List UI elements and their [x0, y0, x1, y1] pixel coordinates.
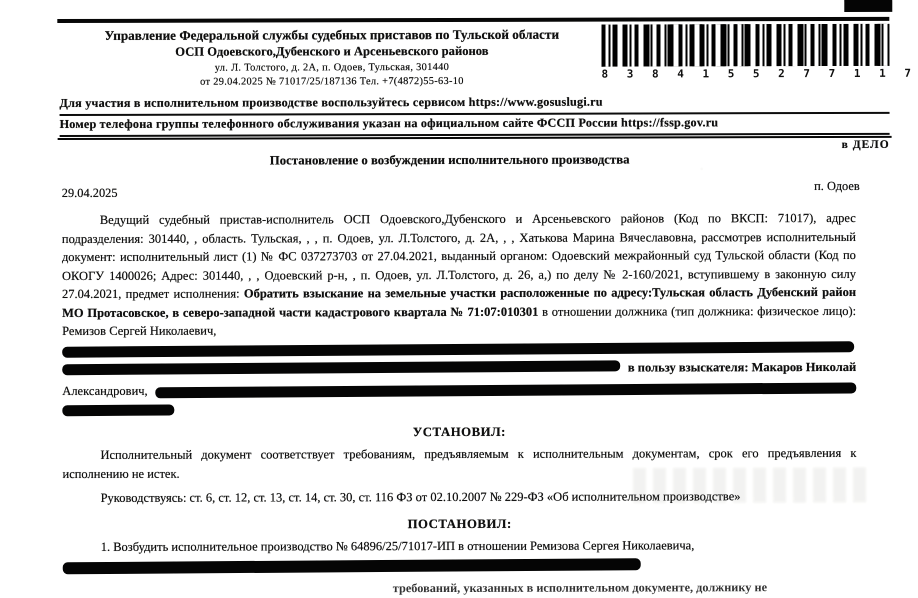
main-paragraph	[62, 209, 856, 341]
guided-by-paragraph: Руководствуясь: ст. 6, ст. 12, ст. 13, ст. 14, ст. 30, ст. 116 ФЗ от 02.10.2007 № 229-ФЗ «Об исполнительном производстве»	[100, 489, 741, 505]
agency-name: Управление Федеральной службы судебных приставов по Тульской области	[104, 26, 560, 43]
subject-of-execution: Обратить взыскание на земельные участки расположенные по адресу:Тульская область Дубенский район МО Протасовское, в северо-западной части кадастрового квартала № 71:07:010301	[62, 284, 857, 320]
gosuslugi-notice: Для участия в исполнительном производстве воспользуйтесь сервисом https://www.gosuslugi.ru	[60, 94, 890, 116]
watermark	[632, 467, 872, 504]
redaction-bar	[62, 341, 854, 358]
department-name: ОСП Одоевского,Дубенского и Арсеньевского районов	[175, 44, 489, 59]
established-paragraph: Исполнительный документ соответствует требованиям, предъявляемым к исполнительным документам, срок его предъявления к исполнению не истек.	[62, 445, 857, 481]
claimant-label-2: Александрович,	[62, 383, 148, 399]
main-paragraph-text-1: Ведущий судебный пристав-исполнитель ОСП Одоевского,Дубенского и Арсеньевского районов (Код по ВКСП: 71017), адрес подразделения: 301440, , область. Тульская, , , п. Одоев, ул. Л.Толстого, д. 2А, , , Хатькова Марина Вячеславовна, рассмотрев исполнительный документ: исполнительный лист (1) № ФС 037273703 от 27.04.2021, выданный органом: Одоевский межрайонный суд Тульской области (Код по ОКОГУ 1400026; Адрес: 301440, , , Одоевский р-н, , п. Одоев, ул. Л.Толстого, д. 26, а,) по делу № 2-160/2021, вступившему в законную силу 27.04.2021, предмет исполнения:	[61, 210, 856, 302]
redaction-row-5	[63, 558, 857, 572]
document-body	[61, 209, 857, 595]
document-date: 29.04.2025	[61, 185, 118, 201]
document-place: п. Одоев	[814, 178, 860, 194]
redaction-row-1	[62, 342, 856, 355]
redaction-row-3	[62, 380, 856, 401]
clipped-bottom-line: требований, указанных в исполнительном документе, должнику не	[392, 579, 768, 595]
redaction-bar	[62, 404, 174, 416]
redaction-bar	[63, 558, 641, 574]
in-delo-stamp: в ДЕЛО	[841, 138, 890, 151]
letterhead	[59, 27, 604, 89]
main-paragraph-text-2: в отношении должника (тип должника: физическое лицо): Ремизов Сергей Николаевич,	[62, 303, 857, 339]
redaction-bar	[62, 361, 620, 376]
ustanovil-heading: УСТАНОВИЛ:	[412, 424, 506, 439]
fssp-phone-notice: Номер телефона группы телефонного обслуживания указан на официальном сайте ФССП России https://fssp.gov.ru	[60, 115, 890, 137]
scan-artifact-blob	[844, 0, 892, 12]
barcode-block	[601, 24, 918, 81]
department-address: ул. Л. Толстого, д. 2А, п. Одоев, Тульская, 301440	[214, 61, 450, 74]
postanovil-heading: ПОСТАНОВИЛ:	[407, 516, 512, 531]
top-border-rule	[57, 17, 889, 23]
resolution-item-1: 1. Возбудить исполнительное производство № 64896/25/71017-ИП в отношении Ремизова Сергея Николаевича,	[100, 538, 695, 554]
redaction-row-2	[62, 357, 856, 378]
claimant-label: в пользу взыскателя: Макаров Николай	[627, 359, 857, 375]
document-number-phone: от 29.04.2025 № 71017/25/187136 Тел. +7(4872)55-63-10	[200, 75, 464, 88]
document-title: Постановление о возбуждении исполнительного производства	[269, 152, 630, 168]
redaction-bar	[156, 382, 857, 398]
redaction-row-4	[62, 402, 856, 415]
barcode-icon	[601, 24, 889, 67]
barcode-digits: 8 3 8 4 1 5 5 2 7 7 1 1 7	[601, 66, 918, 81]
